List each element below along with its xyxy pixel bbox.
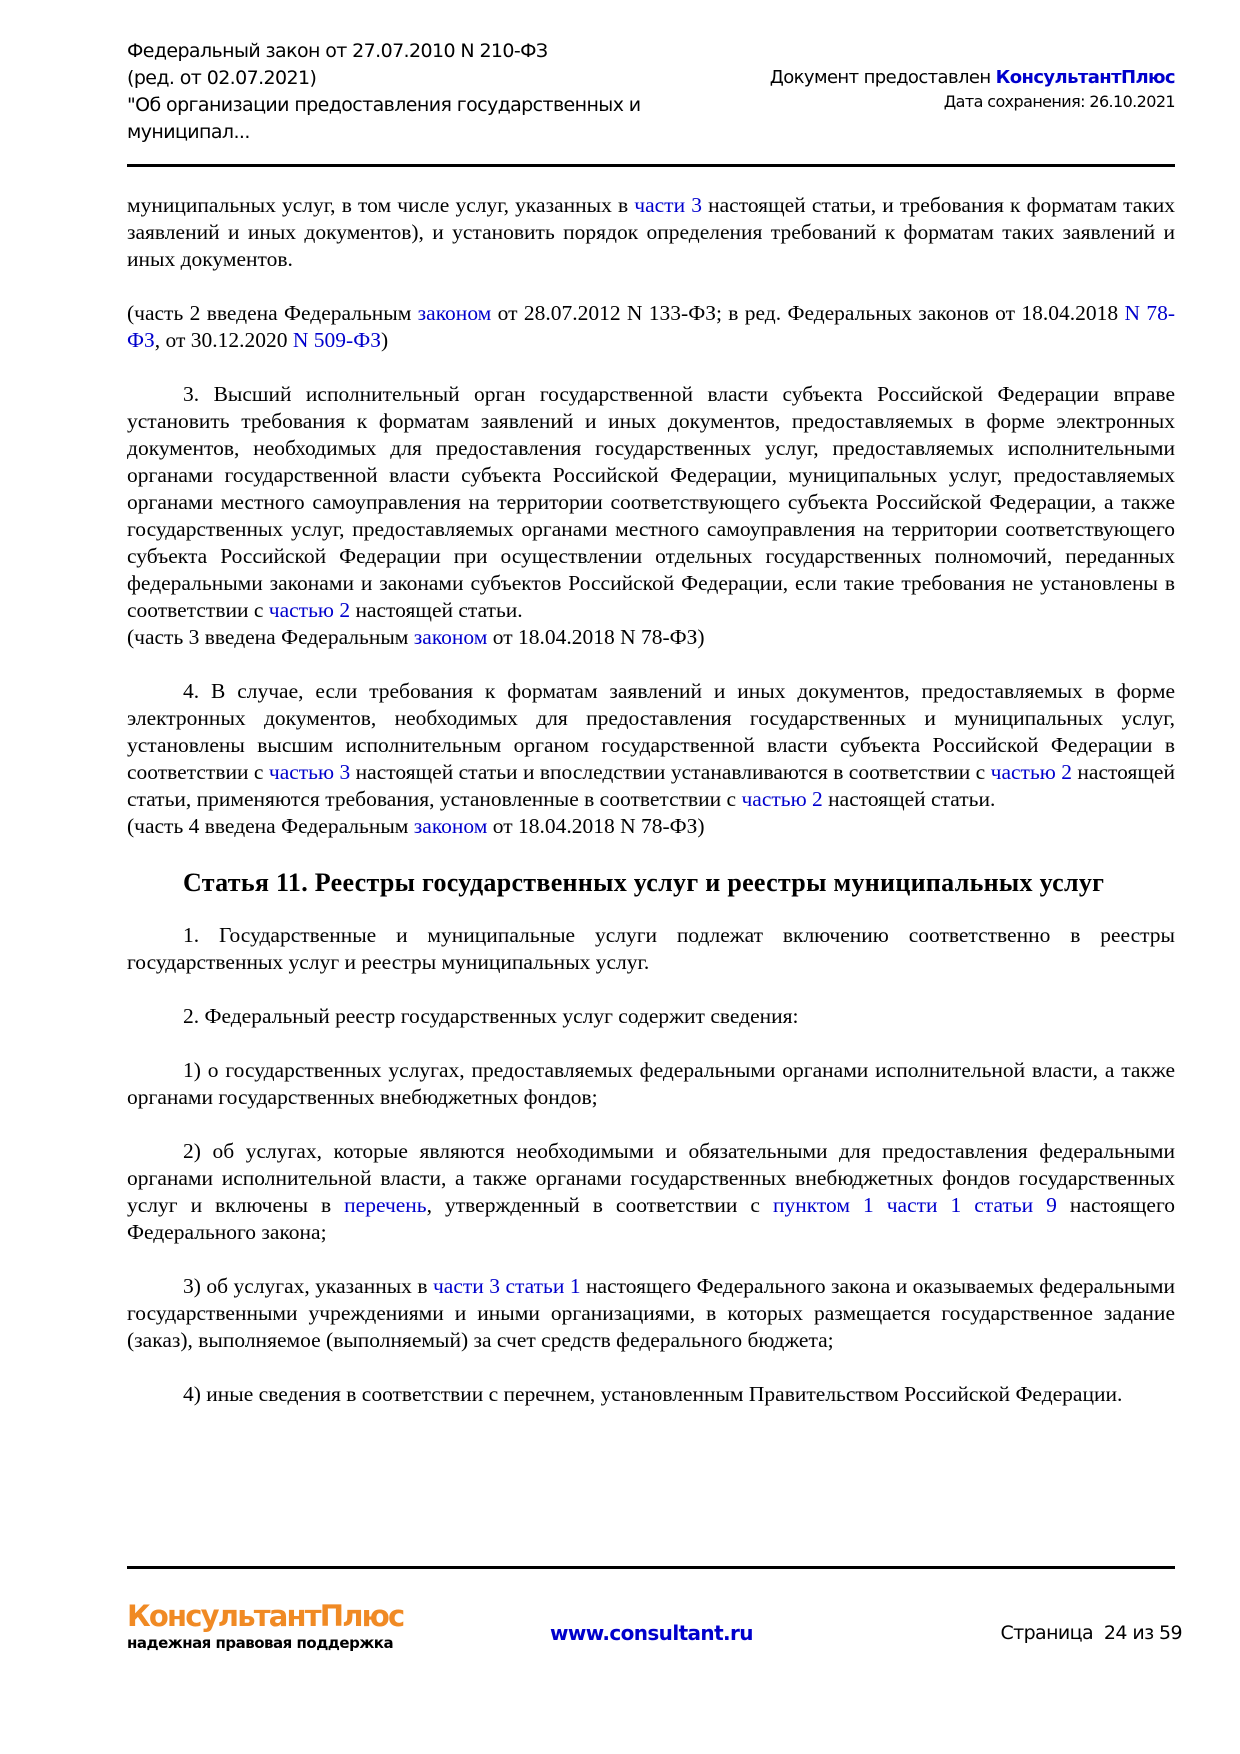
text-segment: муниципальных услуг, в том числе услуг, указанных в <box>127 193 635 217</box>
provider-info <box>770 64 1175 113</box>
paragraph <box>127 1381 1175 1408</box>
reference-link[interactable]: части 3 статьи 1 <box>432 1274 581 1298</box>
paragraph <box>127 1138 1175 1246</box>
text-segment: (часть 4 введена Федеральным <box>127 814 414 838</box>
page-counter: Страница 24 из 59 <box>1000 1622 1182 1644</box>
save-date: Дата сохранения: 26.10.2021 <box>943 92 1175 111</box>
paragraph <box>127 678 1175 813</box>
reference-link[interactable]: частью 2 <box>741 787 823 811</box>
website-link[interactable]: www.consultant.ru <box>550 1621 753 1645</box>
text-segment: 2. Федеральный реестр государственных услуг содержит сведения: <box>183 1004 799 1028</box>
paragraph <box>127 813 1175 840</box>
text-segment: 3. Высший исполнительный орган государственной власти субъекта Российской Федерации вправе установить требования к форматам заявлений и иных документов, предоставляемых в форме электронных документов, необходимых для предоставления государственных услуг, предоставляемых исполнительными органами государственной власти субъекта Российской Федерации, муниципальных услуг, предоставляемых органами местного самоуправления на территории соответствующего субъекта Российской Федерации, а также государственных услуг, предоставляемых органами местного самоуправления на территории соответствующего субъекта Российской Федерации при осуществлении отдельных государственных полномочий, переданных федеральными законами и законами субъектов Российской Федерации, если такие требования не установлены в соответствии с <box>127 382 1175 622</box>
text-segment: 1. Государственные и муниципальные услуги подлежат включению соответственно в реестры государственных услуг и реестры муниципальных услуг. <box>127 923 1175 974</box>
title-line: муниципал... <box>127 121 250 143</box>
title-line: (ред. от 02.07.2021) <box>127 67 317 89</box>
reference-link[interactable]: части 3 <box>634 193 702 217</box>
text-segment: настоящего Федерального закона и оказываемых федеральными государственными учреждениями и иными организациями, в которых размещается государственное задание (заказ), выполняемое (выполняемый) за счет средств федерального бюджета; <box>127 1274 1175 1352</box>
title-line: Федеральный закон от 27.07.2010 N 210-ФЗ <box>127 40 548 62</box>
text-segment: от 18.04.2018 N 78-ФЗ) <box>487 814 705 838</box>
reference-link[interactable]: N 78-ФЗ <box>127 301 1176 352</box>
text-segment: 3) об услугах, указанных в <box>183 1274 433 1298</box>
text-segment: настоящей статьи и впоследствии устанавливаются в соответствии с <box>350 760 991 784</box>
document-body <box>127 192 1175 1435</box>
text-segment: , от 30.12.2020 <box>154 328 293 352</box>
text-segment: , утвержденный в соответствии с <box>426 1193 773 1217</box>
text-segment: настоящей статьи, и требования к форматам таких заявлений и иных документов), и установить порядок определения требований к форматам таких заявлений и иных документов. <box>127 193 1175 271</box>
logo-text: КонсультантПлюс <box>127 1599 404 1633</box>
document-title <box>127 38 687 146</box>
text-segment: ) <box>380 328 389 352</box>
paragraph <box>127 922 1175 976</box>
text-segment: 2) об услугах, которые являются необходимыми и обязательными для предоставления федеральными органами исполнительной власти, а также органами государственных внебюджетных фондов государственных услуг и включены в <box>127 1139 1175 1217</box>
text-segment: от 18.04.2018 N 78-ФЗ) <box>487 625 705 649</box>
text-segment: настоящего Федерального закона; <box>127 1193 1175 1244</box>
paragraph <box>127 192 1175 273</box>
reference-link[interactable]: частью 3 <box>268 760 351 784</box>
paragraph <box>127 1057 1175 1111</box>
reference-link[interactable]: законом <box>417 301 492 325</box>
paragraph <box>127 1273 1175 1354</box>
paragraph <box>127 300 1175 354</box>
reference-link[interactable]: N 509-ФЗ <box>292 328 381 352</box>
paragraph <box>127 1003 1175 1030</box>
logo-tagline: надежная правовая поддержка <box>127 1634 394 1652</box>
reference-link[interactable]: частью 2 <box>990 760 1072 784</box>
text-segment: 4) иные сведения в соответствии с перечнем, установленным Правительством Российской Федерации. <box>183 1382 1123 1406</box>
text-segment: настоящей статьи, применяются требования, установленные в соответствии с <box>127 760 1175 811</box>
footer-divider <box>127 1566 1175 1569</box>
brand-name: КонсультантПлюс <box>995 67 1175 88</box>
text-segment: от 28.07.2012 N 133-ФЗ; в ред. Федеральных законов от 18.04.2018 <box>491 301 1125 325</box>
text-segment: (часть 2 введена Федеральным <box>127 301 418 325</box>
header-divider <box>127 164 1175 167</box>
provided-by-label: Документ предоставлен <box>769 67 996 88</box>
article-heading <box>127 867 1175 898</box>
text-segment: 1) о государственных услугах, предоставляемых федеральными органами исполнительной власти, а также органами государственных внебюджетных фондов; <box>127 1058 1175 1109</box>
reference-link[interactable]: законом <box>413 814 488 838</box>
text-segment: Статья 11. Реестры государственных услуг и реестры муниципальных услуг <box>183 868 1105 897</box>
text-segment: настоящей статьи. <box>350 598 523 622</box>
reference-link[interactable]: законом <box>413 625 488 649</box>
paragraph <box>127 381 1175 624</box>
text-segment: (часть 3 введена Федеральным <box>127 625 414 649</box>
text-segment: настоящей статьи. <box>822 787 996 811</box>
title-line: "Об организации предоставления государственных и <box>127 94 641 116</box>
text-segment: 4. В случае, если требования к форматам заявлений и иных документов, предоставляемых в форме электронных документов, необходимых для предоставления государственных и муниципальных услуг, установлены высшим исполнительным органом государственной власти субъекта Российской Федерации в соответствии с <box>127 679 1175 784</box>
consultant-logo <box>127 1600 403 1654</box>
reference-link[interactable]: перечень <box>344 1193 427 1217</box>
reference-link[interactable]: частью 2 <box>268 598 351 622</box>
paragraph <box>127 624 1175 651</box>
reference-link[interactable]: пунктом 1 части 1 статьи 9 <box>772 1193 1057 1217</box>
